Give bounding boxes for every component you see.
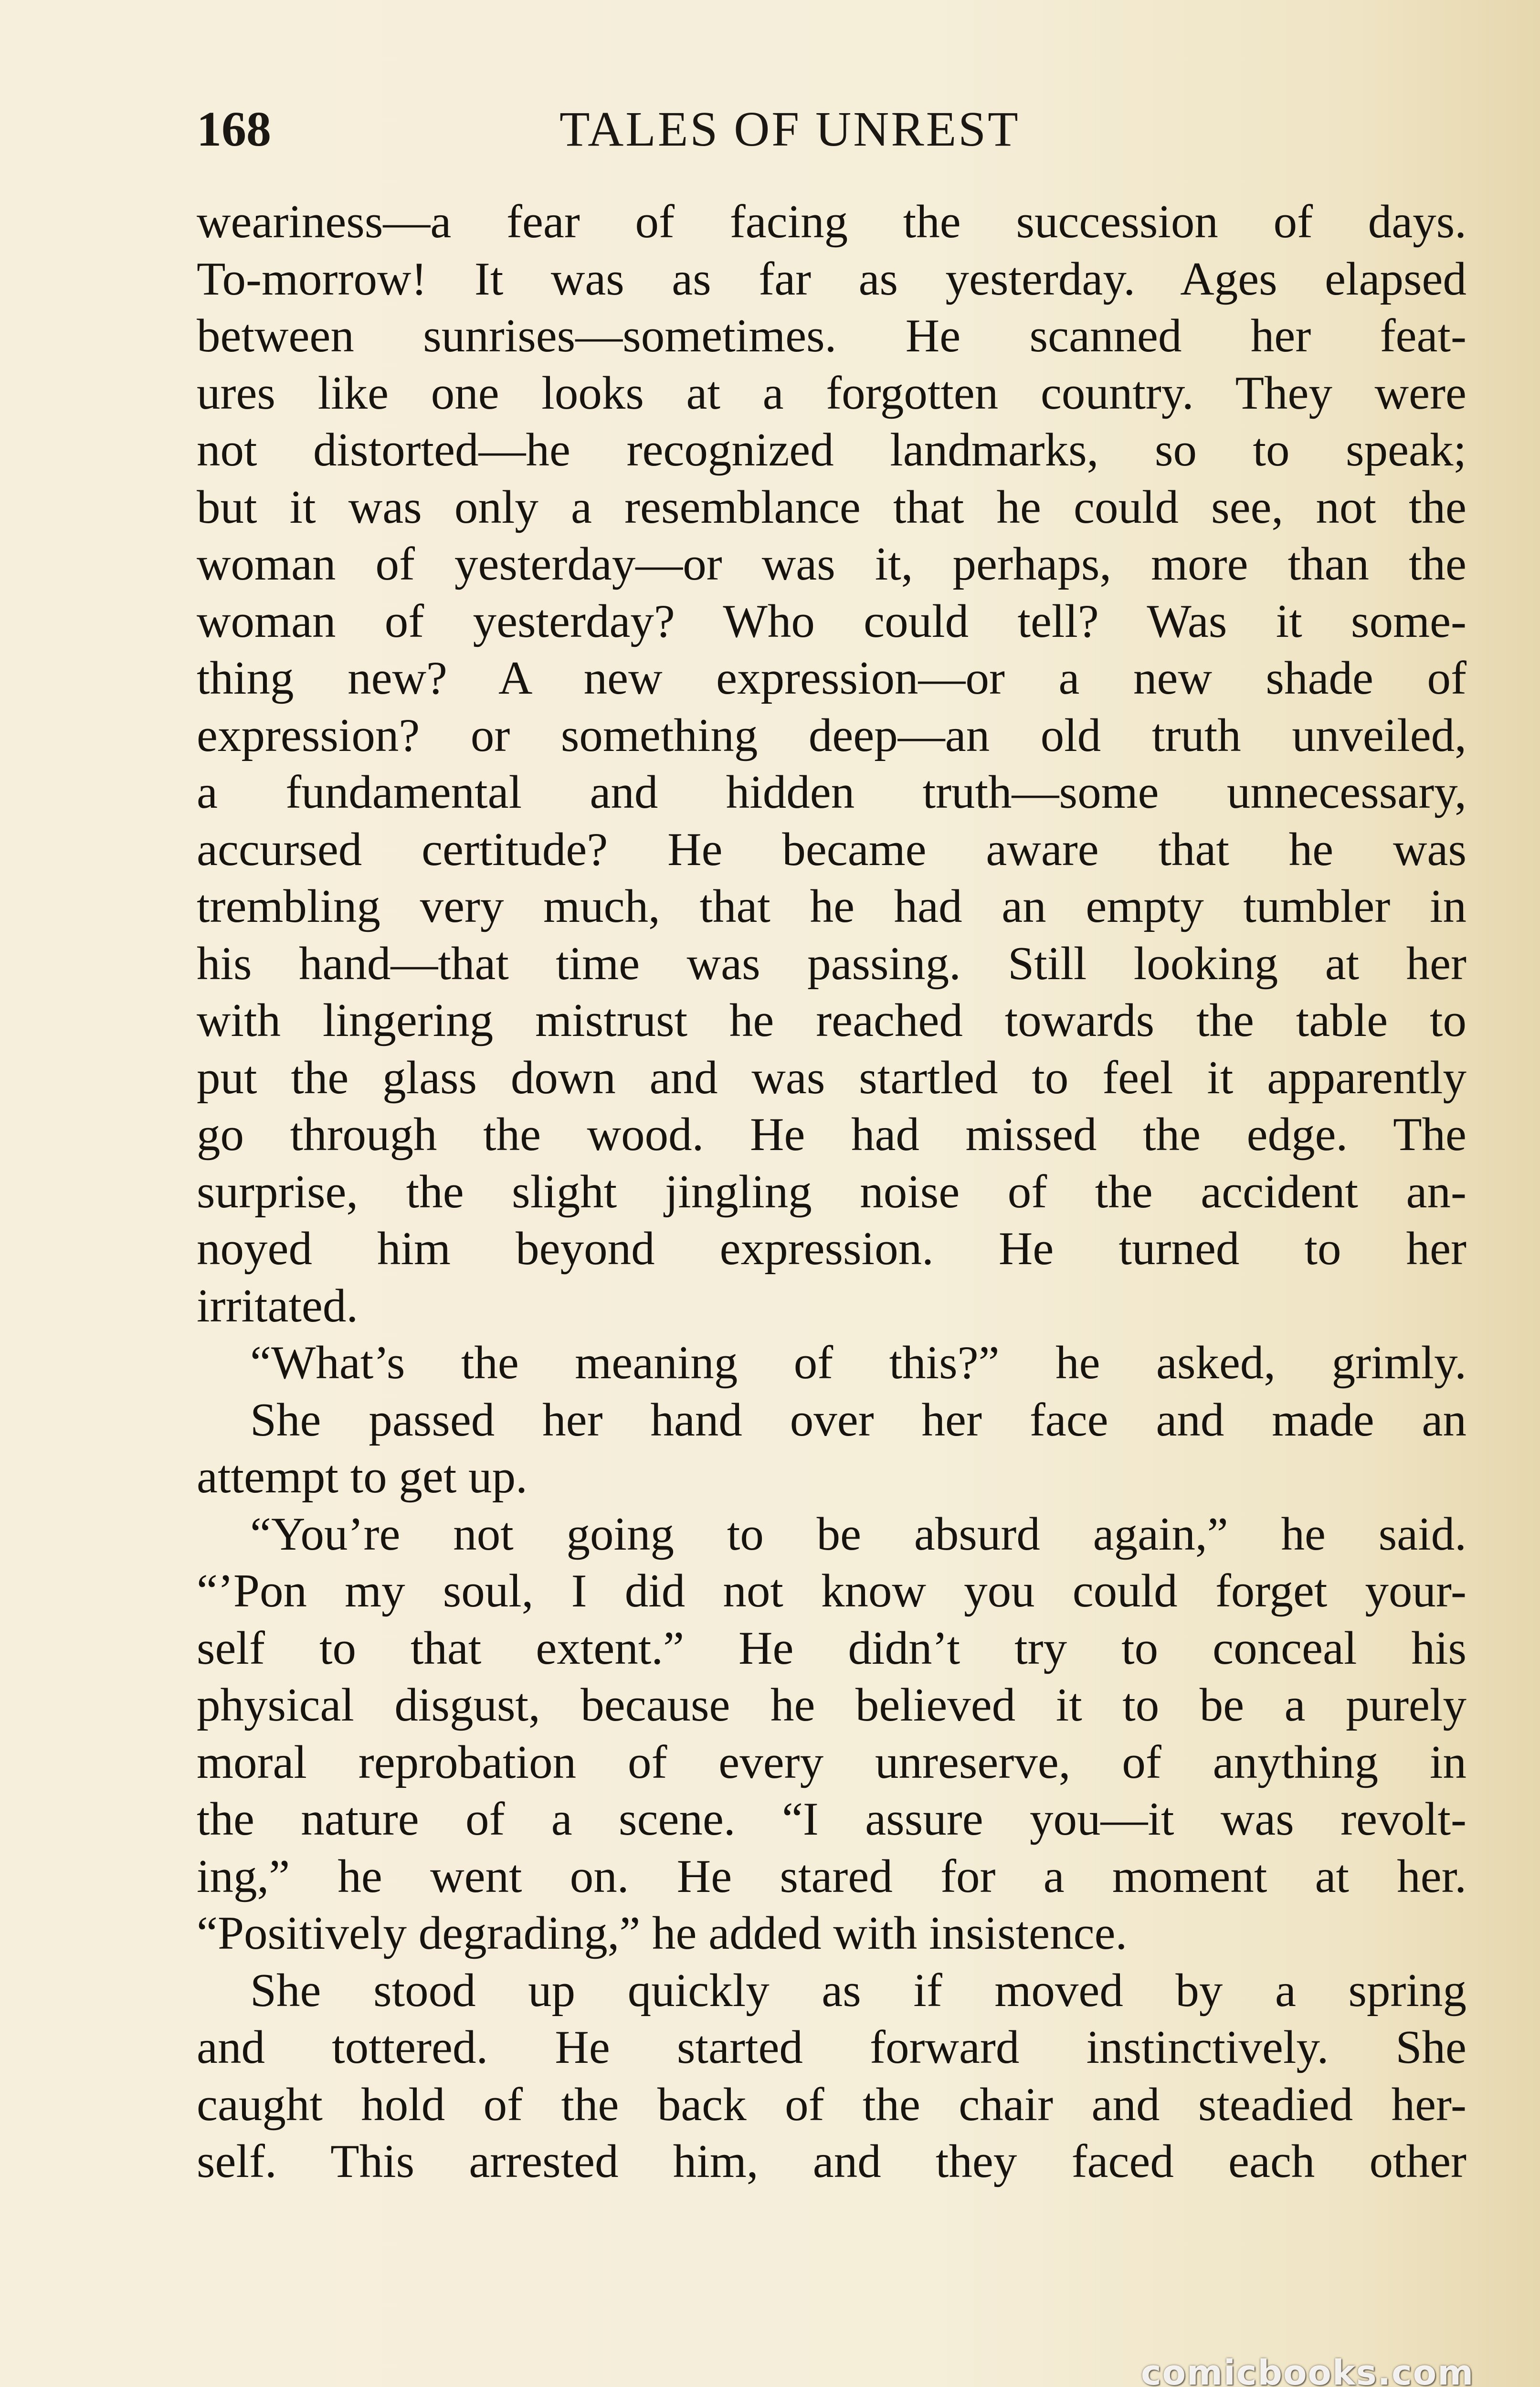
text-line: trembling very much, that he had an empty tumbler in bbox=[197, 880, 1466, 932]
page-header bbox=[197, 94, 1466, 165]
text-line: not distorted—he recognized landmarks, so to speak; bbox=[197, 424, 1466, 476]
text-line: irritated. bbox=[197, 1279, 359, 1332]
text-line: woman of yesterday? Who could tell? Was it some- bbox=[197, 595, 1466, 647]
text-line: woman of yesterday—or was it, perhaps, more than the bbox=[197, 538, 1466, 590]
text-line: physical disgust, because he believed it to be a purely bbox=[197, 1679, 1466, 1731]
watermark: comicbooks.com bbox=[1141, 2353, 1475, 2387]
text-line: “Positively degrading,” he added with insistence. bbox=[197, 1907, 1128, 1959]
text-line: self to that extent.” He didn’t try to conceal his bbox=[197, 1622, 1466, 1674]
running-title: TALES OF UNREST bbox=[559, 102, 1020, 157]
text-line: attempt to get up. bbox=[197, 1451, 527, 1503]
text-line: To-morrow! It was as far as yesterday. Ages elapsed bbox=[197, 253, 1466, 305]
text-line: his hand—that time was passing. Still looking at her bbox=[197, 937, 1466, 990]
text-line: a fundamental and hidden truth—some unnecessary, bbox=[197, 766, 1466, 818]
text-line: between sunrises—sometimes. He scanned her feat- bbox=[197, 310, 1466, 362]
text-line: self. This arrested him, and they faced each other bbox=[197, 2135, 1466, 2187]
text-line: and tottered. He started forward instinctively. She bbox=[197, 2021, 1466, 2073]
text-line: ing,” he went on. He stared for a moment at her. bbox=[197, 1850, 1466, 1902]
text-line: noyed him beyond expression. He turned to her bbox=[197, 1223, 1466, 1275]
text-line: moral reprobation of every unreserve, of anything in bbox=[197, 1736, 1466, 1788]
text-line: weariness—a fear of facing the succession of days. bbox=[197, 196, 1466, 248]
text-line: accursed certitude? He became aware that he was bbox=[197, 823, 1466, 876]
text-line: the nature of a scene. “I assure you—it was revolt- bbox=[197, 1793, 1466, 1845]
text-line: expression? or something deep—an old truth unveiled, bbox=[197, 709, 1466, 761]
text-line: ures like one looks at a forgotten country. They were bbox=[197, 367, 1466, 419]
text-line: go through the wood. He had missed the edge. The bbox=[197, 1109, 1466, 1161]
text-line: caught hold of the back of the chair and steadied her- bbox=[197, 2078, 1466, 2131]
text-line: but it was only a resemblance that he could see, not the bbox=[197, 481, 1466, 533]
text-line: with lingering mistrust he reached towards the table to bbox=[197, 994, 1466, 1046]
body-text bbox=[197, 193, 1466, 2190]
text-line: She stood up quickly as if moved by a spring bbox=[250, 1964, 1466, 2017]
text-line: thing new? A new expression—or a new shade of bbox=[197, 652, 1466, 704]
page-number: 168 bbox=[197, 102, 271, 157]
text-line: She passed her hand over her face and made an bbox=[250, 1394, 1466, 1446]
text-line: surprise, the slight jingling noise of the accident an- bbox=[197, 1165, 1466, 1218]
text-line: “’Pon my soul, I did not know you could forget your- bbox=[197, 1565, 1466, 1617]
text-line: put the glass down and was startled to feel it apparently bbox=[197, 1051, 1466, 1104]
text-line: “You’re not going to be absurd again,” he said. bbox=[250, 1508, 1466, 1560]
text-line: “What’s the meaning of this?” he asked, grimly. bbox=[250, 1337, 1466, 1389]
